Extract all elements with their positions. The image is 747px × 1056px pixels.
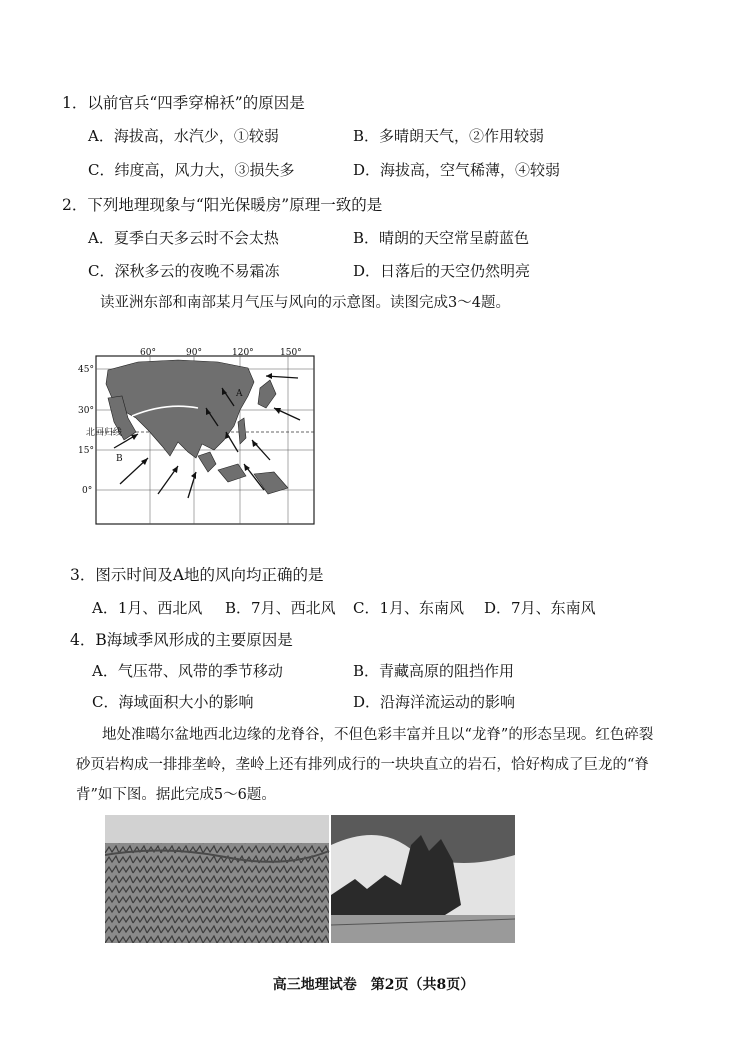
lat-label-15: 15° [78, 446, 94, 456]
q2-stem: 2．下列地理现象与“阳光保暖房”原理一致的是 [62, 196, 383, 214]
q2-option-a: A．夏季白天多云时不会太热 [88, 229, 279, 247]
q4-option-a: A．气压带、风带的季节移动 [92, 662, 283, 680]
lon-label-120: 120° [232, 348, 254, 358]
tropic-label: 北回归线 [86, 428, 123, 438]
point-a-label: A [236, 389, 243, 399]
q3-option-d: D．7月、东南风 [484, 599, 596, 617]
q3-option-a: A．1月、西北风 [92, 599, 203, 617]
lat-label-30: 30° [78, 406, 94, 416]
lat-label-0: 0° [82, 486, 93, 496]
page-footer: 高三地理试卷 第2页（共8页） [272, 977, 475, 993]
lon-label-60: 60° [140, 348, 156, 358]
q4-option-b: B．青藏高原的阻挡作用 [353, 662, 515, 680]
q1-option-b: B．多晴朗天气，②作用较弱 [353, 127, 545, 145]
intro-5-6: 地处准噶尔盆地西北边缘的龙脊谷，不但色彩丰富并且以“龙脊”的形态呈现。红色碎裂砂页岩构成一排排垄岭，垄岭上还有排列成行的一块块直立的岩石，恰好构成了巨龙的“脊背”如下图。据此完成5～6题。 [76, 727, 654, 803]
q2-option-c: C．深秋多云的夜晚不易霜冻 [88, 262, 280, 280]
lon-label-90: 90° [186, 348, 202, 358]
q3-option-b: B．7月、西北风 [225, 599, 336, 617]
photo-left [105, 815, 329, 943]
q1-stem: 1．以前官兵“四季穿棉袄”的原因是 [62, 94, 305, 112]
q4-option-d: D．沿海洋流运动的影响 [353, 693, 516, 711]
q3-option-c: C．1月、东南风 [353, 599, 465, 617]
q4-stem: 4．B海域季风形成的主要原因是 [70, 631, 293, 649]
photo-right [331, 815, 515, 943]
q1-option-a: A．海拔高，水汽少，①较弱 [88, 127, 279, 145]
q1-option-c: C．纬度高，风力大，③损失多 [88, 161, 295, 179]
dragon-spine-valley-photos [105, 815, 515, 943]
asia-pressure-wind-map [78, 348, 318, 528]
q1-option-d: D．海拔高，空气稀薄，④较弱 [353, 161, 561, 179]
q4-option-c: C．海域面积大小的影响 [92, 693, 254, 711]
intro-3-4: 读亚洲东部和南部某月气压与风向的示意图。读图完成3～4题。 [100, 295, 510, 311]
lat-label-45: 45° [78, 365, 94, 375]
q2-option-b: B．晴朗的天空常呈蔚蓝色 [353, 229, 530, 247]
q2-option-d: D．日落后的天空仍然明亮 [353, 262, 531, 280]
q3-stem: 3．图示时间及A地的风向均正确的是 [70, 566, 324, 584]
point-b-label: B [116, 454, 123, 464]
lon-label-150: 150° [280, 348, 302, 358]
